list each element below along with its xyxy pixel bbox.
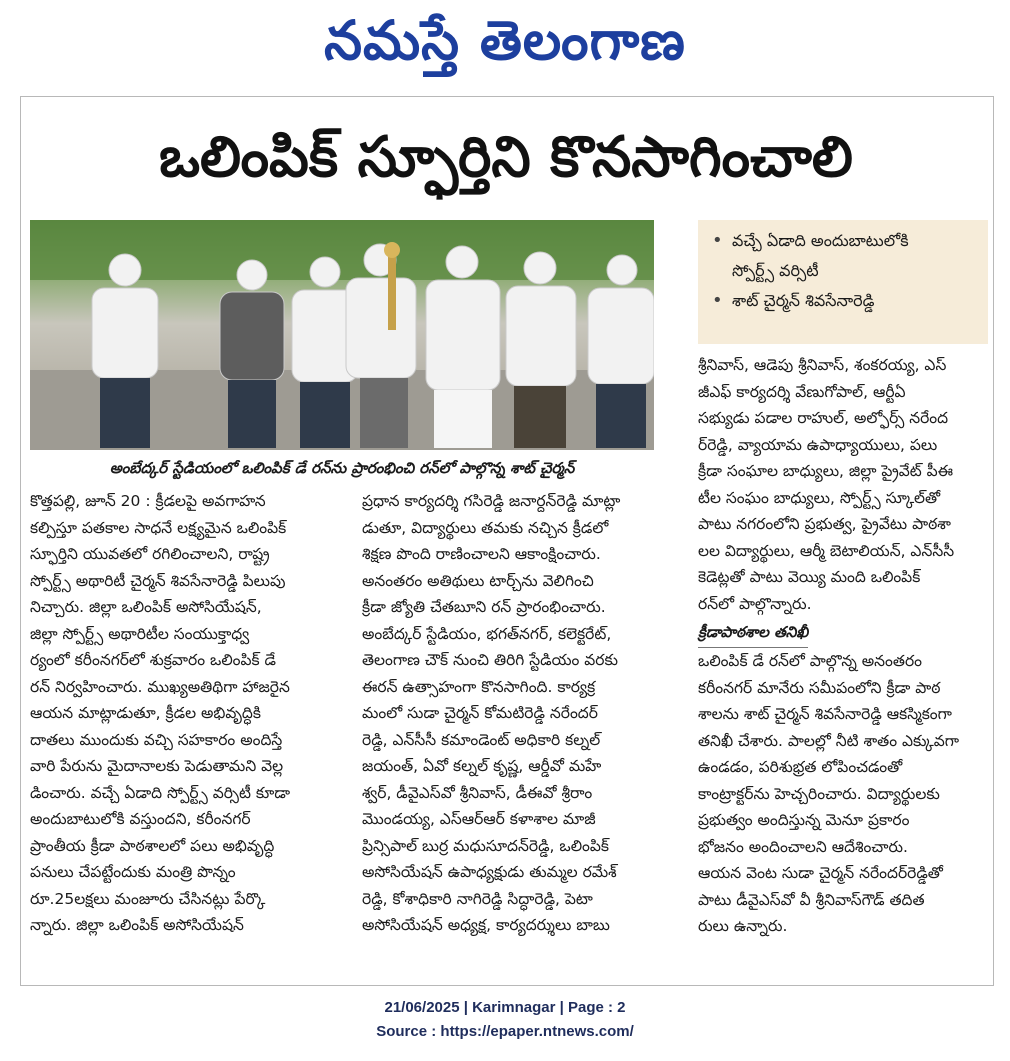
text-line: శ్వర్, డీవైఎస్‌వో శ్రీనివాస్, డీఈవో శ్రీరాం [362,783,593,802]
article-column-2 [362,488,672,939]
text-line: రన్‌లో పాల్గొన్నారు. [698,594,812,613]
text-line: రెడ్డి, కోశాధికారి నాగిరెడ్డి సిద్ధారెడ్డి, పెటా [362,889,593,908]
text-line: పాటు నగరంలోని ప్రభుత్వ, ప్రైవేటు పాఠశా [698,515,951,533]
photo-illustration [30,220,654,450]
text-line: అందుబాటులోకి వస్తుందని, కరీంనగర్ [30,810,251,828]
text-line: ప్రిన్సిపాల్ బుర్ర మధుసూదన్‌రెడ్డి, ఒలింపిక్ [362,836,609,855]
article-headline: ఒలింపిక్ స్ఫూర్తిని కొనసాగించాలి [159,125,853,190]
page-footer [0,996,1010,1044]
text-line: కాంట్రాక్టర్‌ను హెచ్చరించారు. విద్యార్థులకు [698,784,940,803]
text-line: నిచ్చారు. జిల్లా ఒలింపిక్ అసోసియేషన్, [30,598,262,616]
text-line: తెలంగాణ చౌక్ నుంచి తిరిగి స్టేడియం వరకు [362,651,618,669]
text-line: జీఎఫ్ కార్యదర్శి వేణుగోపాల్, ఆర్టీఏ [698,382,906,401]
text-line: శిక్షణ పొంది రాణించాలని ఆకాంక్షించారు. [362,545,601,563]
text-line: తనిఖీ చేశారు. పాలల్లో నీటి శాతం ఎక్కువగా [698,731,960,750]
text-line: ప్రధాన కార్యదర్శి గసిరెడ్డి జనార్దన్‌రెడ్డి మాట్లా [362,492,621,510]
text-line: క్రీడా జ్యోతి చేతబూని రన్ ప్రారంభించారు. [362,598,606,616]
text-line: ర్యంలో కరీంనగర్‌లో శుక్రవారం ఒలింపిక్ డే [30,651,276,669]
text-line: ఆయన వెంట సుడా చైర్మన్ నరేందర్‌రెడ్డితో [698,864,943,882]
text-line: పనులు చేపట్టేందుకు మంత్రి పొన్నం [30,863,236,881]
text-line: రన్ నిర్వహించారు. ముఖ్యఅతిథిగా హాజరైన [30,677,290,696]
text-line: భోజనం అందించాలని ఆదేశించారు. [698,837,908,856]
highlight-line: శాట్ చైర్మన్ శివసేనారెడ్డి [732,291,875,310]
text-line: ఈరన్ ఉత్సాహంగా కొనసాగింది. కార్యక్ర [362,677,596,696]
text-line: జయంత్, ఏవో కల్నల్ కృష్ణ, ఆర్డీవో మహే [362,757,602,775]
text-line: కొత్తపల్లి, జూన్ 20 : క్రీడలపై అవగాహన [30,492,266,510]
text-line: అసోసియేషన్ ఉపాధ్యక్షుడు తుమ్మల రమేశ్ [362,863,617,881]
text-line: దాతలు ముందుకు వచ్చి సహకారం అందిస్తే [30,730,283,749]
column-subheading: క్రీడాపాఠశాల తనిఖీ [698,617,808,648]
text-line: అంబేద్కర్ స్టేడియం, భగత్‌నగర్, కలెక్టరేట్, [362,624,612,643]
footer-dateline: 21/06/2025 | Karimnagar | Page : 2 [384,999,626,1016]
bullet-icon: • [712,230,723,251]
text-line: ప్రాంతీయ క్రీడా పాఠశాలలో పలు అభివృద్ధి [30,836,275,855]
text-line: జిల్లా స్పోర్ట్స్ అథారిటీల సంయుక్తాధ్వ [30,624,250,643]
text-line: కరీంనగర్ మానేరు సమీపంలోని క్రీడా పాఠ [698,678,941,697]
masthead-title: నమస్తే తెలంగాణ [324,9,686,72]
highlight-line: వచ్చే ఏడాది అందుబాటులోకి [732,231,909,250]
photo-caption: అంబేద్కర్ స్టేడియంలో ఒలింపిక్ డే రన్‌ను ప్రారంభించి రన్‌లో పాల్గొన్న శాట్ చైర్మన్ [109,459,575,477]
text-line: పాటు డీవైఎస్‌వో వీ శ్రీనివాస్‌గౌడ్ తదిత [698,890,925,909]
text-line: ఒలింపిక్ డే రన్‌లో పాల్గొన్న అనంతరం [698,652,923,670]
bullet-icon: • [712,290,723,311]
text-line: కల్పిస్తూ పతకాల సాధనే లక్ష్యమైన ఒలింపిక్ [30,518,287,537]
footer-source-link[interactable]: Source : https://epaper.ntnews.com/ [376,1023,634,1040]
text-line: వారి పేరును మైదానాలకు పెడుతామని వెల్ల [30,757,284,775]
highlight-item [706,286,980,316]
highlights-box [698,220,988,344]
article-column-1 [30,488,340,939]
text-line: స్ఫూర్తిని యువతలో రగిలించాలని, రాష్ట్ర [30,545,270,563]
text-line: రెడ్డి, ఎన్‌సీసీ కమాండెంట్ అధికారి కల్నల్ [362,730,601,749]
text-line: రూ.25లక్షలు మంజూరు చేసినట్లు పేర్కొ [30,889,266,908]
text-line: టీల సంఘం బాధ్యులు, స్పోర్ట్స్ స్కూల్‌తో [698,488,941,507]
text-line: కెడెట్లతో పాటు వెయ్యి మంది ఒలింపిక్ [698,568,921,586]
text-line: సభ్యుడు పడాల రాహుల్, అల్ఫోర్స్ నరేంద [698,409,949,427]
highlight-line: స్పోర్ట్స్ వర్సిటీ [732,261,819,280]
article-column-3 [698,352,988,940]
text-line: అనంతరం అతిథులు టార్చ్‌ను వెలిగించి [362,571,594,590]
text-line: స్పోర్ట్స్ అథారిటీ చైర్మన్ శివసేనారెడ్డి పిలుపు [30,571,286,590]
text-line: న్నారు. జిల్లా ఒలింపిక్ అసోసియేషన్ [30,916,244,934]
text-line: మంలో సుడా చైర్మన్ కోమటిరెడ్డి నరేందర్ [362,704,598,722]
text-line: రులు ఉన్నారు. [698,917,788,935]
text-line: డించారు. వచ్చే ఏడాది స్పోర్ట్స్ వర్సిటీ కూడా [30,783,291,802]
text-line: డుతూ, విద్యార్థులు తమకు నచ్చిన క్రీడలో [362,518,609,537]
text-line: క్రీడా సంఘాల బాధ్యులు, జిల్లా ప్రైవేట్ పీఈ [698,462,954,480]
article-photo [30,220,654,450]
text-line: మొండయ్య, ఎస్ఆర్ఆర్ కళాశాల మాజీ [362,810,596,828]
text-line: ఉండడం, పరిశుభ్రత లోపించడంతో [698,758,903,776]
text-line: ర్‌రెడ్డి, వ్యాయామ ఉపాధ్యాయులు, పలు [698,435,938,454]
text-line: శ్రీనివాస్, ఆడెపు శ్రీనివాస్, శంకరయ్య, ఎస్ [698,356,947,374]
text-line: శాలను శాట్ చైర్మన్ శివసేనారెడ్డి ఆకస్మికంగా [698,705,952,723]
text-line: అసోసియేషన్ అధ్యక్ష, కార్యదర్శులు బాబు [362,916,610,934]
text-line: ప్రభుత్వం అందిస్తున్న మెనూ ప్రకారం [698,811,910,829]
masthead [0,0,1010,88]
highlight-item [706,226,980,286]
text-line: ఆయన మాట్లాడుతూ, క్రీడల అభివృద్ధికి [30,704,261,722]
text-line: లల విద్యార్థులు, ఆర్మీ బెటాలియన్, ఎన్‌సీసీ [698,541,955,560]
